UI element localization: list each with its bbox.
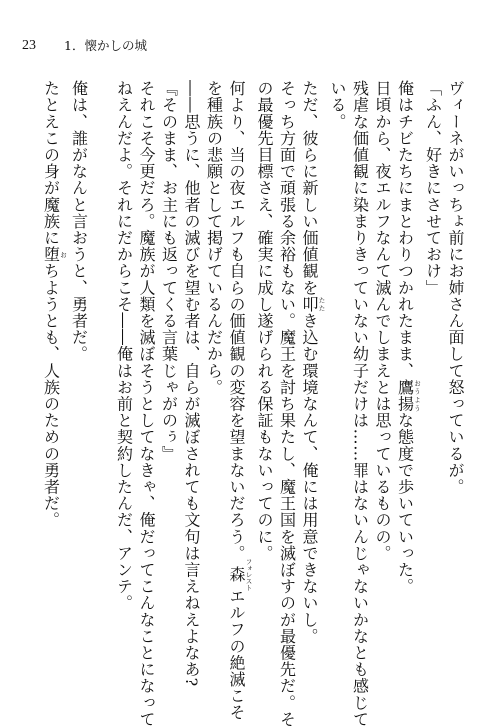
ruby-base: 堕 [41,246,61,263]
text-line [275,80,298,727]
text-line [444,80,467,670]
text-line [225,80,253,721]
text-run: 日頃から、夜エルフなんて滅んでしまえとは思っているものの。 [373,80,392,562]
text-run: ただ、彼らに新しい価値観を [300,80,319,296]
text-line [326,80,349,670]
text-run: を種族の悲願として掲げているんだから。 [204,80,224,396]
text-run: の最優先目標さえ、確実に成し遂げられる保証もないってのに。 [255,80,274,562]
vertical-body-text [41,80,466,727]
text-line [202,80,225,670]
text-line [112,80,135,670]
text-run: たとえこの身が魔族に [41,80,61,246]
text-run: の勇者だ。 [41,445,61,529]
ruby-base: 叩 [300,295,319,313]
text-line [421,80,444,670]
page-number: 23 [22,38,36,53]
ruby-reading: おうよう [413,378,421,412]
text-run: エルフの絶滅こそ [227,587,246,721]
text-run: 『そのまま、お主にも返ってくる言葉じゃがのぅ』 [159,80,179,462]
text-run: 「ふん、好きにさせておけ」 [423,80,443,296]
ruby-base: 森 [227,558,246,591]
text-line [298,80,326,670]
text-run: 残虐な価値観に染まりきっていない幼子だけは……罪はないんじゃないかなとも感じて [350,80,370,727]
text-run: そっち方面で頑張る余裕もない。魔王を討ち果たし、魔王国を滅ぼすのが最優先だ。そ [277,80,297,727]
text-run [92,80,111,97]
ruby-annotation [227,558,253,591]
text-run: 何より、当の夜エルフも自らの価値観の変容を望まないだろう。 [227,80,246,562]
text-run: ちようとも、人族のため [41,262,61,446]
text-run: な態度で歩いていった。 [395,412,415,595]
text-run: いる。 [328,80,347,130]
ruby-base: 鷹揚 [395,378,415,413]
ruby-reading: たた [317,295,326,313]
text-line [67,80,90,670]
text-line [371,80,394,670]
text-run: ねえんだよ。それにだからこそ――俺はお前と契約したんだ、アンテ。 [114,80,134,612]
ruby-reading: フォレスト [244,558,253,591]
text-line [180,80,203,687]
ruby-reading: お [59,246,67,263]
chapter-title: 1．懐かしの城 [64,37,147,53]
text-run: き込む環境なんて、俺には用意できないし。 [300,312,319,645]
text-line [253,80,276,670]
text-run: 俺はチビたちにまとわりつかれたまま、 [395,80,415,379]
ruby-annotation [300,295,326,313]
text-line [90,80,113,670]
ruby-annotation [395,378,421,413]
text-line [393,80,421,670]
running-header [22,36,147,56]
text-line [39,80,67,670]
text-line [348,80,371,727]
text-run: ヴィーネがいっちょ前にお姉さん面して怒っているが。 [446,80,465,495]
text-run: 俺は、誰がなんと言おうと、勇者だ。 [69,80,89,363]
text-line [135,80,158,727]
ruby-annotation [41,246,67,263]
text-run: それこそ今更だろ。魔族が人類を滅ぼそうとしてなきゃ、俺だってこんなことになって [137,80,156,727]
text-line [157,80,180,670]
text-run: ――思うに、他者の滅びを望む者は、自らが滅ぼされても文句は言えねえよなあ? [182,80,201,687]
